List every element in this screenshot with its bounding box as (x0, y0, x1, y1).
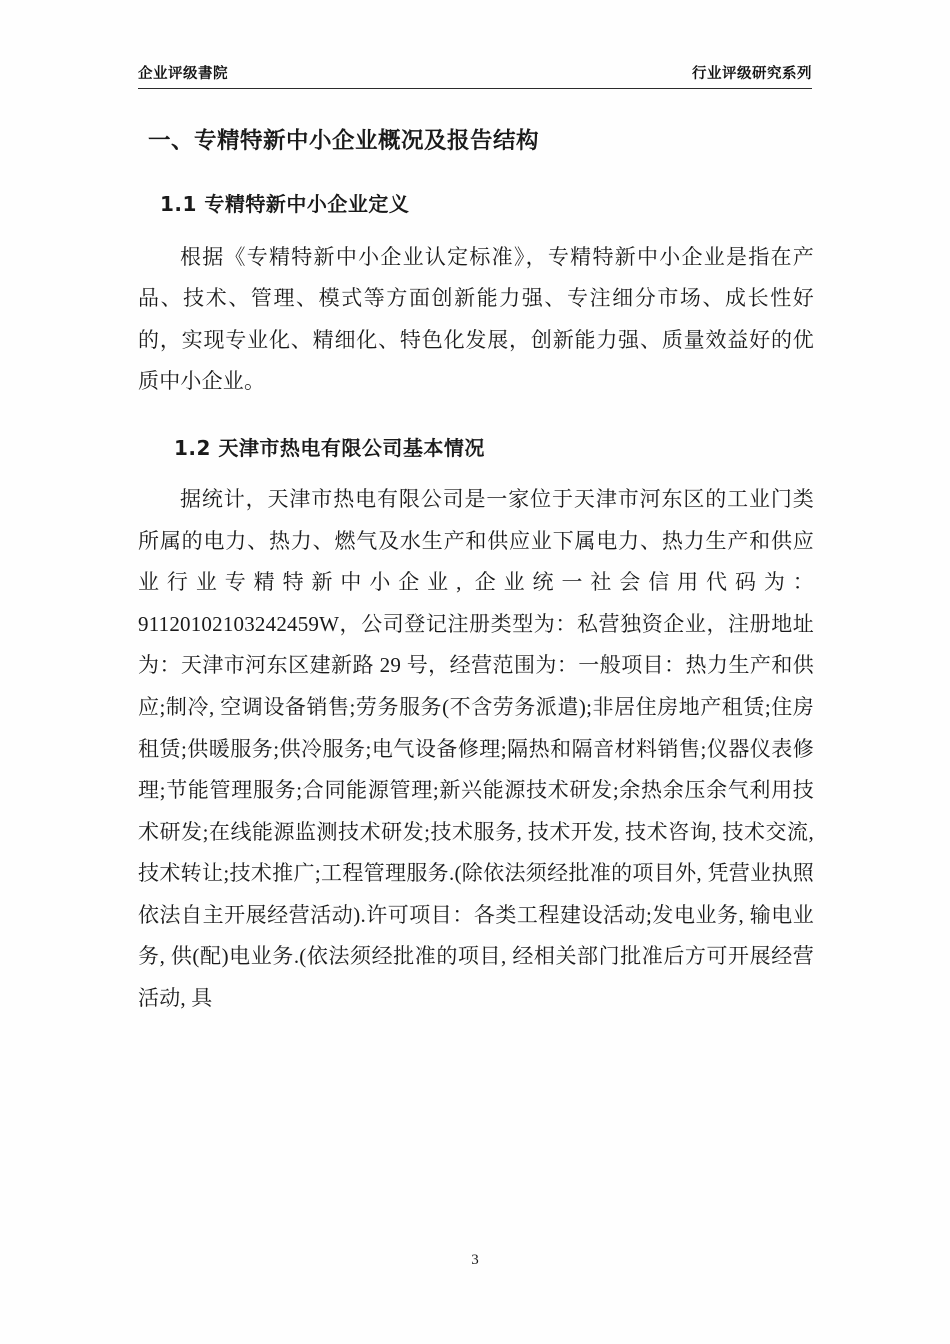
page-number: 3 (471, 1252, 479, 1268)
header-left-text: 企业评级書院 (138, 66, 228, 82)
page-header (138, 62, 812, 83)
header-right-text: 行业评级研究系列 (692, 66, 812, 82)
section-heading: 一、专精特新中小企业概况及报告结构 (148, 128, 540, 154)
header-divider (138, 88, 812, 89)
subsection-heading-1-2: 1.2 天津市热电有限公司基本情况 (174, 436, 485, 461)
paragraph-1-2: 据统计，天津市热电有限公司是一家位于天津市河东区的工业门类所属的电力、热力、燃气及水生产和供应业下属电力、热力生产和供应业行业专精特新中小企业, 企业统一社会信用代码为：91120102103242459W，公司登记注册类型为：私营独资企业，注册地址为：天津市河东区建新路 29 号，经营范围为：一般项目：热力生产和供应;制冷, 空调设备销售;劳务服务(不含劳务派遣);非居住房地产租赁;住房租赁;供暖服务;供冷服务;电气设备修理;隔热和隔音材料销售;仪器仪表修理;节能管理服务;合同能源管理;新兴能源技术研发;余热余压余气利用技术研发;在线能源监测技术研发;技术服务, 技术开发, 技术咨询, 技术交流, 技术转让;技术推广;工程管理服务.(除依法须经批准的项目外, 凭营业执照依法自主开展经营活动).许可项目：各类工程建设活动;发电业务, 输电业务, 供(配)电业务.(依法须经批准的项目, 经相关部门批准后方可开展经营活动, 具 (138, 487, 814, 1010)
paragraph-1-1: 根据《专精特新中小企业认定标准》，专精特新中小企业是指在产品、技术、管理、模式等方面创新能力强、专注细分市场、成长性好的，实现专业化、精细化、特色化发展，创新能力强、质量效益好的优质中小企业。 (138, 244, 814, 394)
document-body (138, 125, 814, 1020)
subsection-heading-1-1: 1.1 专精特新中小企业定义 (160, 191, 410, 216)
